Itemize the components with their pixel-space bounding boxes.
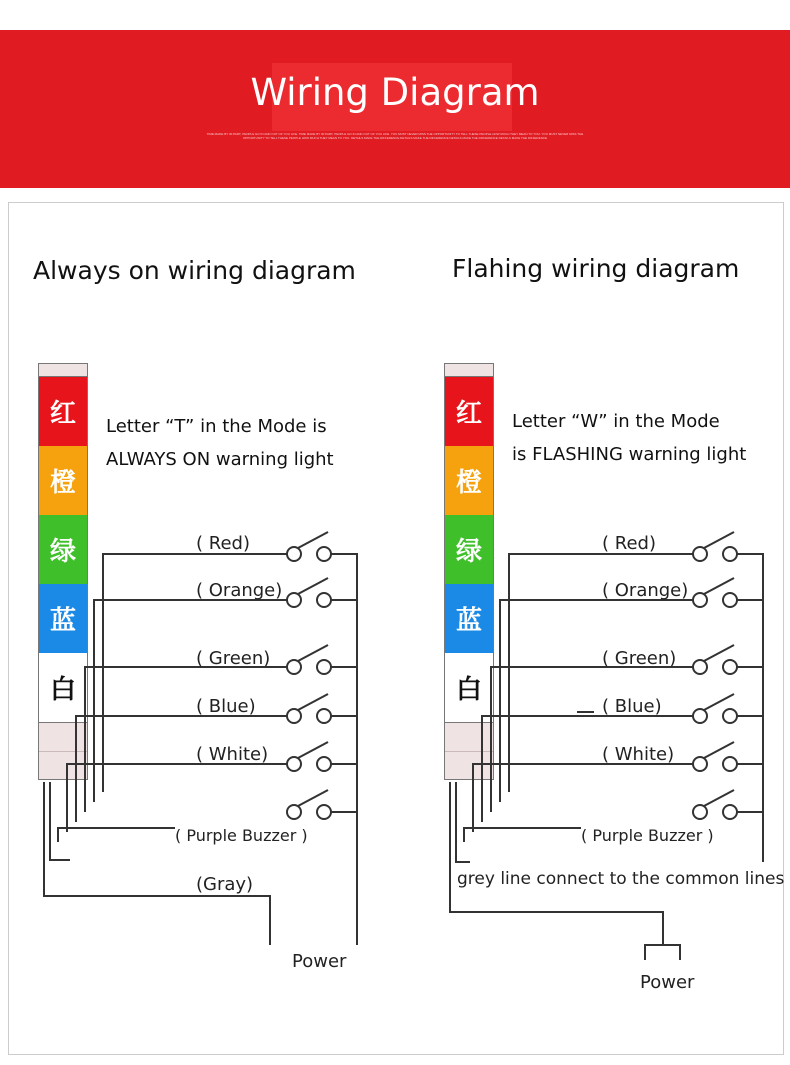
right-mode-note-line2: is FLASHING warning light [512, 444, 747, 465]
right-wire-buzzer [464, 828, 581, 842]
tower-segment-orange: 橙 [444, 446, 494, 515]
right-common-aux [456, 782, 470, 862]
right-diagram-title: Flahing wiring diagram [452, 254, 740, 283]
right-grey-line-note: grey line connect to the common lines [457, 869, 785, 889]
right-switch-buzzer-lever [704, 790, 734, 806]
right-switch-orange-contact-b [723, 593, 737, 607]
left-wire-green [85, 667, 287, 812]
tower-segment-blue: 蓝 [444, 584, 494, 653]
right-mode-note-line1: Letter “W” in the Mode [512, 411, 720, 432]
right-power-label: Power [640, 972, 695, 993]
left-wire-orange [94, 600, 287, 802]
right-switch-orange-lever [704, 578, 734, 594]
left-power-bus [331, 554, 357, 945]
left-switch-white-lever [298, 742, 328, 758]
tower-segment-red: 红 [38, 377, 88, 446]
header-fine-print: TIME MADE BY 30 PART, PEOPLE GO IN AND OUT OF YOU LIFE. TIME MADE BY 30 PART, PEOPLE GO IN AND OUT OF YOU LIFE. YOU MUST NEVER MISS THE OPPORTUNITY TO TELL THESE PEOPLE HOW MUCH THEY MEAN TO YOU. YOU MUST NEVER MISS THE OPPORTUNITY TO TELL THESE PEOPLE HOW MUCH THEY MEAN TO YOU. DETAILS MAKE THE DIFFERENCE DETAILS MAKE THE DIFFERENCE DETAILS MAKE THE DIFFERENCE DETAILS MAKE THE DIFFERENCE [206, 132, 584, 140]
left-label-buzzer: ( Purple Buzzer ) [175, 826, 308, 845]
right-switch-blue-lever [704, 694, 734, 710]
left-switch-blue-lever [298, 694, 328, 710]
right-switch-green-lever [704, 645, 734, 661]
left-power-label: Power [292, 951, 347, 972]
right-switch-green-contact-b [723, 660, 737, 674]
left-switch-red-contact-b [317, 547, 331, 561]
left-switch-green-lever [298, 645, 328, 661]
right-switch-white-lever [704, 742, 734, 758]
left-wire-buzzer [58, 828, 175, 842]
tower-segment-red: 红 [444, 377, 494, 446]
tower-segment-white: 白 [444, 653, 494, 722]
left-switch-orange-contact-b [317, 593, 331, 607]
left-label-gray: (Gray) [196, 874, 254, 895]
left-switch-orange-contact-a [287, 593, 301, 607]
left-mode-note-line2: ALWAYS ON warning light [106, 449, 334, 470]
left-wire-gray [44, 782, 270, 945]
left-label-green: ( Green) [196, 648, 271, 669]
right-switch-blue-contact-a [693, 709, 707, 723]
right-wire-white [473, 764, 693, 832]
left-label-red: ( Red) [196, 533, 250, 554]
left-switch-buzzer-contact-b [317, 805, 331, 819]
left-switch-blue-contact-a [287, 709, 301, 723]
left-mode-note-line1: Letter “T” in the Mode is [106, 416, 327, 437]
left-switch-green-contact-a [287, 660, 301, 674]
right-label-blue: ( Blue) [602, 696, 662, 717]
right-wire-green [491, 667, 693, 812]
right-power-fork [645, 945, 680, 960]
right-label-orange: ( Orange) [602, 580, 689, 601]
tower-segment-white: 白 [38, 653, 88, 722]
page-title: Wiring Diagram [250, 71, 540, 114]
right-wire-blue [482, 716, 693, 822]
tower-segment-green: 绿 [444, 515, 494, 584]
right-label-red: ( Red) [602, 533, 656, 554]
left-wire-white [67, 764, 287, 832]
right-switch-white-contact-a [693, 757, 707, 771]
left-wire-blue [76, 716, 287, 822]
right-switch-orange-contact-a [693, 593, 707, 607]
right-switches [693, 532, 737, 819]
left-label-blue: ( Blue) [196, 696, 256, 717]
left-switch-buzzer-contact-a [287, 805, 301, 819]
right-wire-orange [500, 600, 693, 802]
left-switch-blue-contact-b [317, 709, 331, 723]
left-switch-buzzer-lever [298, 790, 328, 806]
left-label-orange: ( Orange) [196, 580, 283, 601]
left-switch-orange-lever [298, 578, 328, 594]
right-switch-blue-contact-b [723, 709, 737, 723]
left-switch-green-contact-b [317, 660, 331, 674]
left-switch-red-contact-a [287, 547, 301, 561]
right-switch-white-contact-b [723, 757, 737, 771]
left-switch-red-lever [298, 532, 328, 548]
right-switch-green-contact-a [693, 660, 707, 674]
right-label-green: ( Green) [602, 648, 677, 669]
right-label-white: ( White) [602, 744, 675, 765]
right-switch-buzzer-contact-a [693, 805, 707, 819]
right-switch-buzzer-contact-b [723, 805, 737, 819]
tower-segment-orange: 橙 [38, 446, 88, 515]
left-switches [287, 532, 331, 819]
right-switch-red-contact-a [693, 547, 707, 561]
right-switch-red-lever [704, 532, 734, 548]
left-switch-white-contact-a [287, 757, 301, 771]
left-diagram-title: Always on wiring diagram [33, 256, 356, 285]
right-switch-red-contact-b [723, 547, 737, 561]
left-switch-white-contact-b [317, 757, 331, 771]
tower-segment-green: 绿 [38, 515, 88, 584]
tower-segment-blue: 蓝 [38, 584, 88, 653]
right-label-buzzer: ( Purple Buzzer ) [581, 826, 714, 845]
left-label-white: ( White) [196, 744, 269, 765]
